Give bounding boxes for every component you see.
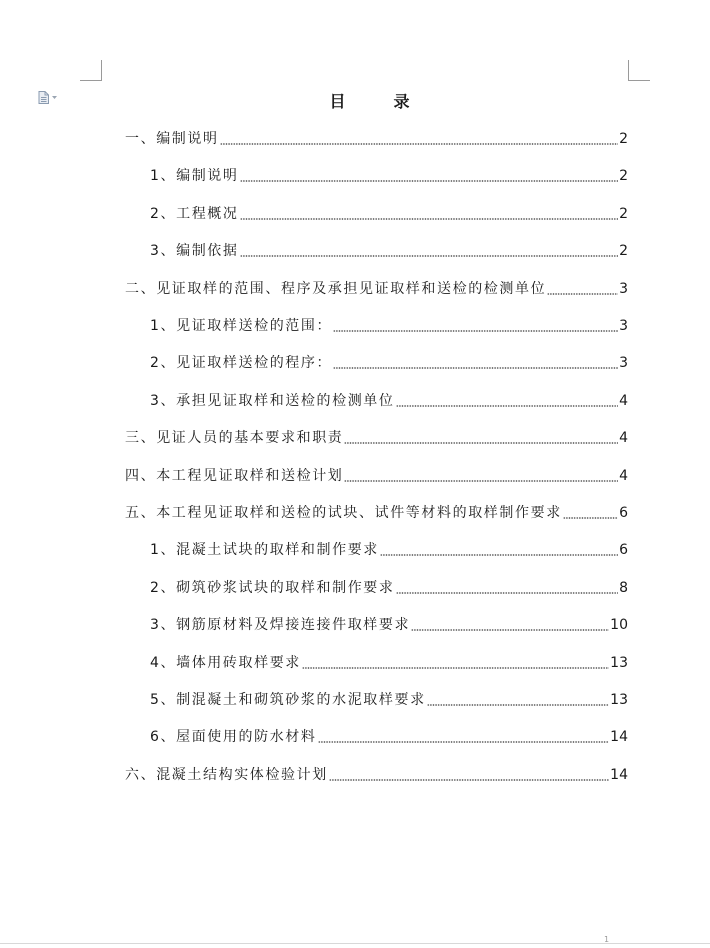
toc-entry[interactable] <box>150 203 628 223</box>
toc-entry[interactable] <box>150 352 628 372</box>
toc-entry[interactable] <box>150 390 628 410</box>
toc-entry[interactable] <box>125 427 628 447</box>
toc-leader-dots <box>329 767 609 781</box>
toc-leader-dots <box>240 168 619 182</box>
toc-entry-label: 一、编制说明 <box>125 131 219 147</box>
toc-entry-label: 6、屋面使用的防水材料 <box>150 729 317 746</box>
toc-entry-label: 3、承担见证取样和送检的检测单位 <box>150 392 395 409</box>
toc-entry-label: 四、本工程见证取样和送检计划 <box>125 467 344 484</box>
toc-entry[interactable] <box>150 689 628 709</box>
toc-entry-page: 2 <box>619 205 628 222</box>
toc-entry[interactable] <box>125 502 628 522</box>
toc-entry-page: 8 <box>619 579 628 596</box>
toc-entry-label: 1、编制说明 <box>150 168 239 185</box>
toc-leader-dots <box>240 206 619 220</box>
toc-entry-label: 2、见证取样送检的程序： <box>150 355 333 372</box>
toc-leader-dots <box>380 542 618 556</box>
margin-mark-top-right-h <box>628 80 650 81</box>
toc-entry-label: 五、本工程见证取样和送检的试块、试件等材料的取样制作要求 <box>125 505 562 521</box>
toc-entry-page: 2 <box>619 131 628 147</box>
toc-leader-dots <box>302 655 609 669</box>
toc-entry-page: 13 <box>610 654 628 671</box>
toc-entry[interactable] <box>150 652 628 672</box>
toc-entry-page: 4 <box>619 467 628 484</box>
page-number: 1 <box>604 935 610 944</box>
toc-entry-label: 1、见证取样送检的范围： <box>150 318 333 334</box>
toc-entry-label: 2、工程概况 <box>150 205 239 222</box>
toc-entry-page: 14 <box>610 766 628 783</box>
margin-mark-top-left-v <box>101 60 102 81</box>
toc-leader-dots <box>427 692 609 706</box>
toc-entry-page: 4 <box>619 392 628 409</box>
toc-leader-dots <box>396 580 619 594</box>
toc-entry-page: 6 <box>619 505 628 521</box>
toc-entry[interactable] <box>150 577 628 597</box>
toc-entry-label: 2、砌筑砂浆试块的取样和制作要求 <box>150 579 395 596</box>
toc-entry[interactable] <box>150 165 628 185</box>
toc-entry-page: 3 <box>619 355 628 372</box>
toc-entry[interactable] <box>125 128 628 148</box>
toc-entry-page: 6 <box>619 542 628 559</box>
toc-leader-dots <box>563 505 618 519</box>
toc-leader-dots <box>318 729 610 743</box>
toc-entry[interactable] <box>125 764 628 784</box>
margin-mark-top-left-h <box>80 80 102 81</box>
toc-entry-label: 3、编制依据 <box>150 243 239 260</box>
toc-entry[interactable] <box>125 278 628 298</box>
toc-entry-page: 3 <box>619 318 628 334</box>
toc-entry-label: 3、钢筋原材料及焊接连接件取样要求 <box>150 617 411 634</box>
toc-entry-page: 3 <box>619 280 628 297</box>
page-title: 目 录 <box>329 92 426 111</box>
toc-entry[interactable] <box>150 614 628 634</box>
toc-entry-label: 二、见证取样的范围、程序及承担见证取样和送检的检测单位 <box>125 280 547 297</box>
toc-leader-dots <box>547 281 618 295</box>
toc-entry[interactable] <box>125 465 628 485</box>
toc-entry-page: 13 <box>610 692 628 708</box>
toc-leader-dots <box>333 318 618 332</box>
toc-entry-page: 4 <box>619 430 628 447</box>
toc-leader-dots <box>344 468 618 482</box>
toc-entry-page: 10 <box>610 617 628 634</box>
toc-leader-dots <box>333 355 618 369</box>
toc-entry-label: 三、见证人员的基本要求和职责 <box>125 430 344 447</box>
toc-entry-page: 14 <box>610 729 628 746</box>
toc-entry-page: 2 <box>619 168 628 185</box>
toc-leader-dots <box>396 393 619 407</box>
toc-entry[interactable] <box>150 726 628 746</box>
toc-entry-label: 1、混凝土试块的取样和制作要求 <box>150 542 379 559</box>
toc-leader-dots <box>344 430 618 444</box>
toc-entry[interactable] <box>150 539 628 559</box>
toc-leader-dots <box>220 131 618 145</box>
toc-entry-label: 5、制混凝土和砌筑砂浆的水泥取样要求 <box>150 692 426 708</box>
toc-entry-label: 六、混凝土结构实体检验计划 <box>125 766 328 783</box>
toc-entry-page: 2 <box>619 243 628 260</box>
margin-mark-top-right-v <box>628 60 629 81</box>
toc-entry[interactable] <box>150 240 628 260</box>
toc-entry-label: 4、墙体用砖取样要求 <box>150 654 301 671</box>
toc-leader-dots <box>411 617 609 631</box>
toc-entry[interactable] <box>150 315 628 335</box>
toc-leader-dots <box>240 243 619 257</box>
